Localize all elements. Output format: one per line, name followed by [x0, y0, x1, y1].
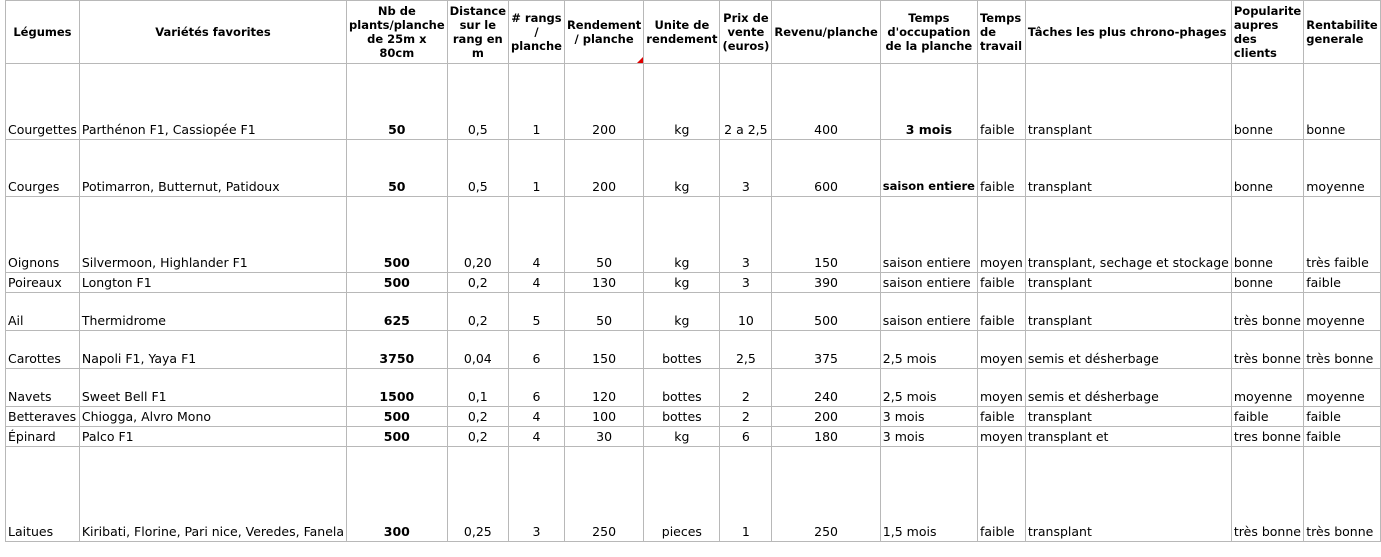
cell-distance[interactable]: 0,1	[447, 369, 508, 407]
cell-travail[interactable]: faible	[977, 64, 1025, 140]
cell-plants[interactable]: 500	[347, 273, 448, 293]
cell-varietes[interactable]: Thermidrome	[79, 293, 346, 331]
table-row	[6, 197, 1381, 273]
cell-rendement[interactable]: 50	[564, 197, 643, 273]
cell-popularite[interactable]: bonne	[1231, 273, 1303, 293]
cell-occupation[interactable]: saison entiere	[880, 140, 977, 197]
cell-legume[interactable]: Laitues	[6, 447, 80, 542]
cell-travail[interactable]: moyen	[977, 331, 1025, 369]
cell-plants[interactable]: 500	[347, 197, 448, 273]
cell-varietes[interactable]: Sweet Bell F1	[79, 369, 346, 407]
cell-occupation[interactable]: 3 mois	[880, 407, 977, 427]
cell-rentabilite[interactable]: bonne	[1304, 64, 1380, 140]
cell-rentabilite[interactable]: moyenne	[1304, 369, 1380, 407]
cell-popularite[interactable]: bonne	[1231, 140, 1303, 197]
cell-distance[interactable]: 0,5	[447, 64, 508, 140]
cell-taches[interactable]: transplant	[1025, 407, 1231, 427]
cell-occupation[interactable]: 3 mois	[880, 64, 977, 140]
cell-prix[interactable]: 2 a 2,5	[720, 64, 772, 140]
header-cell-rendement[interactable]	[564, 1, 643, 64]
cell-legume[interactable]: Navets	[6, 369, 80, 407]
cell-distance[interactable]: 0,25	[447, 447, 508, 542]
cell-popularite[interactable]: tres bonne	[1231, 427, 1303, 447]
cell-rentabilite[interactable]: très bonne	[1304, 331, 1380, 369]
header-cell-prix[interactable]: Prix de vente (euros)	[720, 1, 772, 64]
cell-rangs[interactable]: 4	[509, 273, 565, 293]
header-cell-rendement-label: Rendement / planche	[566, 18, 642, 46]
cell-rentabilite[interactable]: moyenne	[1304, 140, 1380, 197]
cell-popularite[interactable]: très bonne	[1231, 331, 1303, 369]
comment-indicator-icon[interactable]	[637, 57, 643, 63]
cell-prix[interactable]: 3	[720, 140, 772, 197]
cell-rentabilite[interactable]: moyenne	[1304, 293, 1380, 331]
cell-plants[interactable]: 300	[347, 447, 448, 542]
table-row	[6, 447, 1381, 542]
cell-rendement[interactable]: 150	[564, 331, 643, 369]
cell-travail[interactable]: faible	[977, 407, 1025, 427]
header-cell-taches[interactable]: Tâches les plus chrono-phages	[1025, 1, 1231, 64]
cell-prix[interactable]: 2	[720, 407, 772, 427]
cell-taches[interactable]: transplant et	[1025, 427, 1231, 447]
cell-popularite[interactable]: bonne	[1231, 64, 1303, 140]
cell-unite[interactable]: kg	[644, 427, 720, 447]
cell-popularite[interactable]: moyenne	[1231, 369, 1303, 407]
cell-travail[interactable]: faible	[977, 447, 1025, 542]
cell-popularite[interactable]: bonne	[1231, 197, 1303, 273]
cell-plants[interactable]: 1500	[347, 369, 448, 407]
header-cell-rentabilite[interactable]: Rentabilite generale	[1304, 1, 1380, 64]
table-row	[6, 64, 1381, 140]
cell-plants[interactable]: 3750	[347, 331, 448, 369]
cell-unite[interactable]: kg	[644, 140, 720, 197]
cell-plants[interactable]: 500	[347, 407, 448, 427]
cell-legume[interactable]: Carottes	[6, 331, 80, 369]
cell-travail[interactable]: faible	[977, 140, 1025, 197]
header-cell-legumes[interactable]: Légumes	[6, 1, 80, 64]
cell-unite[interactable]: kg	[644, 273, 720, 293]
cell-revenu[interactable]: 375	[772, 331, 880, 369]
cell-occupation[interactable]: 1,5 mois	[880, 447, 977, 542]
cell-rentabilite[interactable]: très bonne	[1304, 447, 1380, 542]
cell-distance[interactable]: 0,20	[447, 197, 508, 273]
cell-occupation[interactable]: 2,5 mois	[880, 331, 977, 369]
cell-taches[interactable]: transplant	[1025, 273, 1231, 293]
cell-distance[interactable]: 0,04	[447, 331, 508, 369]
cell-rendement[interactable]: 200	[564, 64, 643, 140]
cell-popularite[interactable]: très bonne	[1231, 447, 1303, 542]
cell-revenu[interactable]: 390	[772, 273, 880, 293]
cell-taches[interactable]: semis et désherbage	[1025, 369, 1231, 407]
header-row	[6, 1, 1381, 64]
header-cell-distance[interactable]: Distance sur le rang en m	[447, 1, 508, 64]
header-cell-unite[interactable]: Unite de rendement	[644, 1, 720, 64]
cell-distance[interactable]: 0,2	[447, 427, 508, 447]
cell-rendement[interactable]: 130	[564, 273, 643, 293]
cell-prix[interactable]: 2,5	[720, 331, 772, 369]
cell-occupation[interactable]: 3 mois	[880, 427, 977, 447]
cell-rangs[interactable]: 4	[509, 427, 565, 447]
cell-rangs[interactable]: 4	[509, 197, 565, 273]
cell-unite[interactable]: bottes	[644, 369, 720, 407]
cell-travail[interactable]: faible	[977, 293, 1025, 331]
header-cell-revenu[interactable]: Revenu/planche	[772, 1, 880, 64]
cell-revenu[interactable]: 240	[772, 369, 880, 407]
cell-taches[interactable]: transplant	[1025, 64, 1231, 140]
cell-travail[interactable]: moyen	[977, 197, 1025, 273]
cell-legume[interactable]: Poireaux	[6, 273, 80, 293]
cell-revenu[interactable]: 200	[772, 407, 880, 427]
table-row	[6, 140, 1381, 197]
cell-occupation[interactable]: saison entiere	[880, 197, 977, 273]
cell-plants[interactable]: 50	[347, 140, 448, 197]
cell-distance[interactable]: 0,5	[447, 140, 508, 197]
table-row	[6, 369, 1381, 407]
cell-travail[interactable]: moyen	[977, 427, 1025, 447]
cell-varietes[interactable]: Chiogga, Alvro Mono	[79, 407, 346, 427]
cell-prix[interactable]: 3	[720, 273, 772, 293]
cell-unite[interactable]: bottes	[644, 407, 720, 427]
cell-revenu[interactable]: 500	[772, 293, 880, 331]
cell-rangs[interactable]: 6	[509, 369, 565, 407]
cell-taches[interactable]: transplant	[1025, 447, 1231, 542]
cell-taches[interactable]: semis et désherbage	[1025, 331, 1231, 369]
cell-unite[interactable]: kg	[644, 197, 720, 273]
cell-distance[interactable]: 0,2	[447, 273, 508, 293]
cell-revenu[interactable]: 180	[772, 427, 880, 447]
cell-legume[interactable]: Courges	[6, 140, 80, 197]
cell-rentabilite[interactable]: faible	[1304, 407, 1380, 427]
cell-travail[interactable]: faible	[977, 273, 1025, 293]
cell-varietes[interactable]: Silvermoon, Highlander F1	[79, 197, 346, 273]
cell-unite[interactable]: kg	[644, 293, 720, 331]
cell-rangs[interactable]: 6	[509, 331, 565, 369]
cell-revenu[interactable]: 600	[772, 140, 880, 197]
cell-rentabilite[interactable]: faible	[1304, 273, 1380, 293]
cell-rangs[interactable]: 3	[509, 447, 565, 542]
header-cell-popularite[interactable]: Popularite aupres des clients	[1231, 1, 1303, 64]
cell-varietes[interactable]: Napoli F1, Yaya F1	[79, 331, 346, 369]
cell-rangs[interactable]: 1	[509, 64, 565, 140]
cell-plants[interactable]: 50	[347, 64, 448, 140]
table-row	[6, 293, 1381, 331]
cell-plants[interactable]: 625	[347, 293, 448, 331]
cell-plants[interactable]: 500	[347, 427, 448, 447]
cell-varietes[interactable]: Longton F1	[79, 273, 346, 293]
cell-travail[interactable]: moyen	[977, 369, 1025, 407]
cell-taches[interactable]: transplant	[1025, 140, 1231, 197]
cell-legume[interactable]: Oignons	[6, 197, 80, 273]
cell-prix[interactable]: 2	[720, 369, 772, 407]
cell-prix[interactable]: 10	[720, 293, 772, 331]
cell-rangs[interactable]: 5	[509, 293, 565, 331]
cell-rentabilite[interactable]: faible	[1304, 427, 1380, 447]
cell-rendement[interactable]: 120	[564, 369, 643, 407]
cell-legume[interactable]: Betteraves	[6, 407, 80, 427]
header-cell-occupation[interactable]: Temps d'occupation de la planche	[880, 1, 977, 64]
spreadsheet-table	[5, 0, 1381, 542]
cell-legume[interactable]: Courgettes	[6, 64, 80, 140]
cell-rendement[interactable]: 200	[564, 140, 643, 197]
cell-prix[interactable]: 6	[720, 427, 772, 447]
table-row	[6, 331, 1381, 369]
cell-prix[interactable]: 1	[720, 447, 772, 542]
table-body	[6, 64, 1381, 542]
table-row	[6, 427, 1381, 447]
cell-distance[interactable]: 0,2	[447, 407, 508, 427]
header-cell-varietes[interactable]: Variétés favorites	[79, 1, 346, 64]
cell-legume[interactable]: Ail	[6, 293, 80, 331]
cell-rendement[interactable]: 100	[564, 407, 643, 427]
header-cell-rangs[interactable]: # rangs / planche	[509, 1, 565, 64]
cell-varietes[interactable]: Palco F1	[79, 427, 346, 447]
table-row	[6, 273, 1381, 293]
cell-rangs[interactable]: 4	[509, 407, 565, 427]
cell-occupation[interactable]: saison entiere	[880, 273, 977, 293]
cell-occupation[interactable]: saison entiere	[880, 293, 977, 331]
cell-varietes[interactable]: Potimarron, Butternut, Patidoux	[79, 140, 346, 197]
cell-rangs[interactable]: 1	[509, 140, 565, 197]
cell-legume[interactable]: Épinard	[6, 427, 80, 447]
cell-rendement[interactable]: 50	[564, 293, 643, 331]
header-cell-nb-plants[interactable]: Nb de plants/planche de 25m x 80cm	[347, 1, 448, 64]
cell-revenu[interactable]: 400	[772, 64, 880, 140]
cell-unite[interactable]: pieces	[644, 447, 720, 542]
cell-revenu[interactable]: 150	[772, 197, 880, 273]
cell-unite[interactable]: bottes	[644, 331, 720, 369]
cell-rentabilite[interactable]: très faible	[1304, 197, 1380, 273]
cell-unite[interactable]: kg	[644, 64, 720, 140]
cell-varietes[interactable]: Parthénon F1, Cassiopée F1	[79, 64, 346, 140]
cell-popularite[interactable]: faible	[1231, 407, 1303, 427]
header-cell-travail[interactable]: Temps de travail	[977, 1, 1025, 64]
cell-occupation[interactable]: 2,5 mois	[880, 369, 977, 407]
cell-distance[interactable]: 0,2	[447, 293, 508, 331]
cell-varietes[interactable]: Kiribati, Florine, Pari nice, Veredes, Fanela	[79, 447, 346, 542]
cell-taches[interactable]: transplant, sechage et stockage	[1025, 197, 1231, 273]
table-row	[6, 407, 1381, 427]
cell-prix[interactable]: 3	[720, 197, 772, 273]
cell-taches[interactable]: transplant	[1025, 293, 1231, 331]
cell-rendement[interactable]: 250	[564, 447, 643, 542]
cell-popularite[interactable]: très bonne	[1231, 293, 1303, 331]
cell-rendement[interactable]: 30	[564, 427, 643, 447]
cell-revenu[interactable]: 250	[772, 447, 880, 542]
